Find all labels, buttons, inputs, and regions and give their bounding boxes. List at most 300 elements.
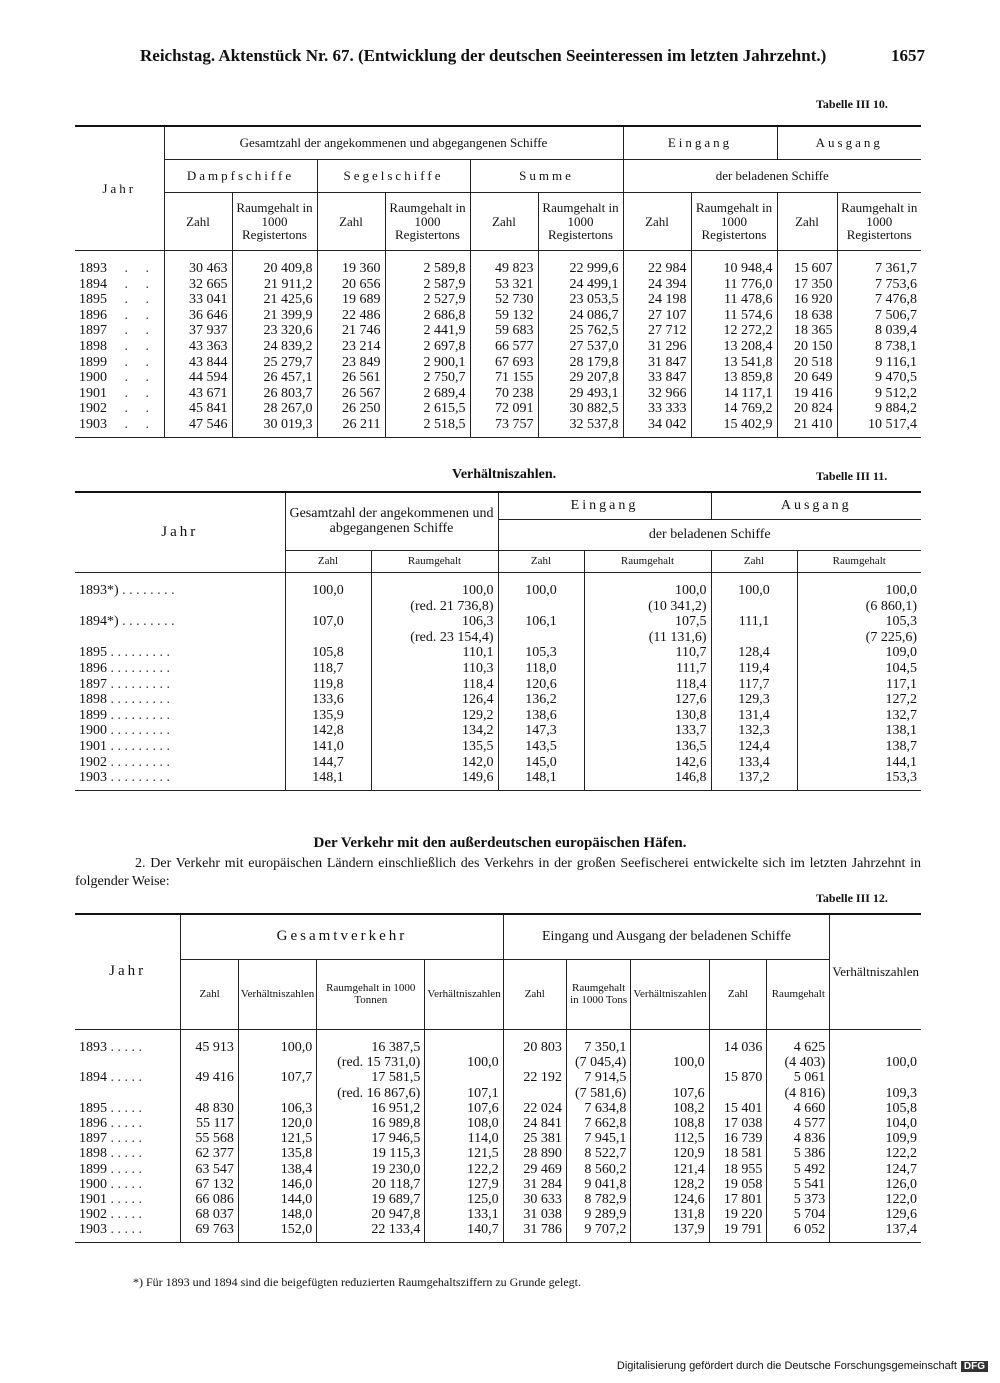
table-cell: 17 038 [709, 1116, 767, 1131]
table-cell: 118,4 [371, 677, 498, 693]
table-cell: 23 849 [317, 355, 385, 371]
table-cell: 55 117 [181, 1116, 239, 1131]
table-cell [470, 433, 538, 438]
table-cell: 107,6 [425, 1101, 503, 1116]
section-title: Der Verkehr mit den außerdeutschen europäischen Häfen. [313, 835, 687, 851]
table-cell: 127,9 [425, 1177, 503, 1192]
table-cell: 16 951,2 [317, 1101, 425, 1116]
table-11 [75, 491, 921, 791]
table-10 [75, 125, 921, 438]
table-cell: 136,5 [584, 739, 711, 755]
year-label: 1902 [79, 754, 107, 770]
year-cell: 1899 . . [75, 355, 164, 371]
table-cell: 16 920 [777, 292, 837, 308]
table-cell: 100,0 [498, 583, 584, 599]
table-cell: 144,7 [285, 755, 371, 771]
running-head [140, 46, 925, 66]
year-label: 1898 [79, 692, 107, 708]
year-cell: 1902 . . . . . [75, 1207, 181, 1222]
table-cell: 7 506,7 [837, 308, 921, 324]
table-cell: 100,0 [830, 1055, 921, 1070]
table-cell: 12 272,2 [691, 323, 777, 339]
table-row [75, 417, 921, 433]
table-cell: 124,6 [631, 1192, 709, 1207]
table-cell: 105,3 [498, 645, 584, 661]
table-cell: 5 061 [767, 1070, 830, 1085]
table-cell: 131,4 [711, 708, 797, 724]
year-label: 1900 [79, 370, 107, 386]
table-cell: 152,0 [238, 1222, 316, 1237]
table-cell: 146,8 [584, 770, 711, 786]
table-cell: 119,8 [285, 677, 371, 693]
table-cell [75, 630, 285, 646]
table-cell: 120,6 [498, 677, 584, 693]
table-cell: 31 284 [503, 1177, 566, 1192]
table-cell: 26 457,1 [232, 370, 317, 386]
year-label: 1898 [79, 1146, 107, 1162]
table-cell: 23 053,5 [538, 292, 623, 308]
table-cell: 8 782,9 [566, 1192, 630, 1207]
zahl-header: Zahl [709, 960, 767, 1030]
table-cell [181, 1055, 239, 1070]
table-cell: 111,7 [584, 661, 711, 677]
table-cell: 100,0 [797, 583, 921, 599]
year-cell: 1897 . . . . . [75, 1131, 181, 1146]
table-row [75, 755, 921, 771]
table-cell: 132,3 [711, 723, 797, 739]
table-cell: 18 955 [709, 1162, 767, 1177]
table-cell: 132,7 [797, 708, 921, 724]
table-cell: 145,0 [498, 755, 584, 771]
table-cell: 29 493,1 [538, 386, 623, 402]
ratio-subheader: Verhältniszahlen [631, 960, 709, 1030]
table-cell: 24 394 [623, 277, 691, 293]
table-cell [181, 1086, 239, 1101]
table-cell [238, 1086, 316, 1101]
table-cell: 110,7 [584, 645, 711, 661]
table-cell: 66 577 [470, 339, 538, 355]
table-cell: 138,4 [238, 1162, 316, 1177]
table-cell: 122,2 [830, 1146, 921, 1161]
dfg-credit [617, 1360, 988, 1372]
raum-header: Raumgehalt in 1000 Registertons [385, 193, 470, 251]
year-label: 1896 [79, 660, 107, 676]
table-cell: 100,0 [371, 583, 498, 599]
table-cell: 19 230,0 [317, 1162, 425, 1177]
table-cell: 22 984 [623, 261, 691, 277]
table-cell: 134,2 [371, 723, 498, 739]
table-cell: 2 900,1 [385, 355, 470, 371]
table-cell: 8 738,1 [837, 339, 921, 355]
year-cell: 1896 . . . . . [75, 1116, 181, 1131]
zahl-header: Zahl [317, 193, 385, 251]
table-cell: 26 567 [317, 386, 385, 402]
table-row [75, 1146, 921, 1161]
table-cell: 62 377 [181, 1146, 239, 1161]
table-cell: 148,0 [238, 1207, 316, 1222]
table-cell [691, 433, 777, 438]
raum-header: Raumgehalt [371, 551, 498, 573]
year-cell: 1893 . . [75, 261, 164, 277]
table-cell: 23 320,6 [232, 323, 317, 339]
table-cell: 149,6 [371, 770, 498, 786]
table-cell [317, 1238, 425, 1243]
table-cell: 17 350 [777, 277, 837, 293]
table-cell: 28 890 [503, 1146, 566, 1161]
table-cell [75, 1086, 181, 1101]
table-cell [371, 786, 498, 791]
table-cell: 26 803,7 [232, 386, 317, 402]
table-cell: 19 689,7 [317, 1192, 425, 1207]
year-label: 1900 [79, 723, 107, 739]
year-label: 1899 [79, 1161, 107, 1177]
table-cell: 111,1 [711, 614, 797, 630]
table-cell: 16 739 [709, 1131, 767, 1146]
table-cell: 107,1 [425, 1086, 503, 1101]
table-cell: 138,7 [797, 739, 921, 755]
year-label: 1897 [79, 323, 107, 339]
table-cell: 52 730 [470, 292, 538, 308]
table-cell [425, 1070, 503, 1085]
table-row [75, 308, 921, 324]
table-cell: 17 946,5 [317, 1131, 425, 1146]
table-cell: 11 478,6 [691, 292, 777, 308]
table-cell: 20 518 [777, 355, 837, 371]
table-cell: 126,4 [371, 692, 498, 708]
total-header: Gesamtzahl der angekommenen und abgegangenen Schiffe [285, 492, 498, 551]
table-cell: 135,8 [238, 1146, 316, 1161]
table-cell: 107,6 [631, 1086, 709, 1101]
year-cell: 1900 . . . . . [75, 1177, 181, 1192]
raum-header: Raumgehalt in 1000 Registertons [538, 193, 623, 251]
table-row [75, 323, 921, 339]
table-cell: 43 363 [164, 339, 232, 355]
table-cell: 130,8 [584, 708, 711, 724]
table-cell: 29 469 [503, 1162, 566, 1177]
table-cell: 19 220 [709, 1207, 767, 1222]
table-cell: 120,9 [631, 1146, 709, 1161]
year-cell: 1901 . . [75, 386, 164, 402]
table-cell: 107,5 [584, 614, 711, 630]
table-cell: 37 937 [164, 323, 232, 339]
in-header: Eingang [623, 126, 777, 160]
table-cell: 15 607 [777, 261, 837, 277]
table-cell: 100,0 [238, 1040, 316, 1055]
table-cell: 19 416 [777, 386, 837, 402]
table-row [75, 1040, 921, 1055]
table-cell: 7 914,5 [566, 1070, 630, 1085]
table-cell: 20 824 [777, 401, 837, 417]
table-cell: 128,4 [711, 645, 797, 661]
table-cell: 71 155 [470, 370, 538, 386]
table-cell [830, 1238, 921, 1243]
table-row [75, 292, 921, 308]
table-cell: 105,8 [285, 645, 371, 661]
table-cell: 138,6 [498, 708, 584, 724]
table-cell: 20 649 [777, 370, 837, 386]
zahl-header: Zahl [503, 960, 566, 1030]
table-cell: 19 058 [709, 1177, 767, 1192]
table-cell: 30 019,3 [232, 417, 317, 433]
year-label: 1901 [79, 385, 107, 401]
year-label: 1894 [79, 276, 107, 292]
ratio-subheader: Verhältniszahlen [425, 960, 503, 1030]
table-cell [75, 786, 285, 791]
table-row [75, 355, 921, 371]
table-cell [538, 433, 623, 438]
year-label: 1895 [79, 645, 107, 661]
table-cell: (red. 16 867,6) [317, 1086, 425, 1101]
table-cell: 144,0 [238, 1192, 316, 1207]
table-cell: 27 537,0 [538, 339, 623, 355]
table-cell: 121,4 [631, 1162, 709, 1177]
table-cell: 9 041,8 [566, 1177, 630, 1192]
table-cell [711, 786, 797, 791]
table-cell: 11 776,0 [691, 277, 777, 293]
table-cell: (7 225,6) [797, 630, 921, 646]
year-label: 1897 [79, 676, 107, 692]
table-cell: 21 425,6 [232, 292, 317, 308]
table-cell: 5 373 [767, 1192, 830, 1207]
table-cell [767, 1238, 830, 1243]
year-label: 1900 [79, 1176, 107, 1192]
table-cell: 30 633 [503, 1192, 566, 1207]
table-cell: 9 470,5 [837, 370, 921, 386]
table-cell: 67 693 [470, 355, 538, 371]
table-cell: 25 279,7 [232, 355, 317, 371]
table-cell [285, 786, 371, 791]
table-cell [181, 1238, 239, 1243]
table-cell: 20 150 [777, 339, 837, 355]
table-cell: 17 581,5 [317, 1070, 425, 1085]
table-cell: (6 860,1) [797, 599, 921, 615]
table-cell: 110,1 [371, 645, 498, 661]
table-cell: 110,3 [371, 661, 498, 677]
table-cell [797, 786, 921, 791]
table-cell: 7 662,8 [566, 1116, 630, 1131]
year-label: 1893 [79, 261, 107, 276]
table-cell: 100,0 [425, 1055, 503, 1070]
table-cell: 49 823 [470, 261, 538, 277]
table-cell: 15 401 [709, 1101, 767, 1116]
table-cell [709, 1086, 767, 1101]
table-cell: 124,7 [830, 1162, 921, 1177]
table-cell: 47 546 [164, 417, 232, 433]
table-cell: 9 884,2 [837, 401, 921, 417]
year-cell: 1897 . . [75, 323, 164, 339]
table-cell: 108,0 [425, 1116, 503, 1131]
table-cell: 7 350,1 [566, 1040, 630, 1055]
table-cell: 100,0 [584, 583, 711, 599]
in-header: Eingang [498, 492, 711, 520]
year-cell: 1900 . . [75, 370, 164, 386]
table-cell: 100,0 [631, 1055, 709, 1070]
table-cell: 7 945,1 [566, 1131, 630, 1146]
table-cell: 105,3 [797, 614, 921, 630]
table-cell: 59 683 [470, 323, 538, 339]
table-cell: 24 198 [623, 292, 691, 308]
raumgehalt-header: Raumgehalt [767, 960, 830, 1030]
table-cell: 14 036 [709, 1040, 767, 1055]
table-cell: 106,3 [371, 614, 498, 630]
table-row [75, 1070, 921, 1085]
table-cell: 142,0 [371, 755, 498, 771]
table-cell: 68 037 [181, 1207, 239, 1222]
table-cell: 7 476,8 [837, 292, 921, 308]
table-cell: 33 041 [164, 292, 232, 308]
table-cell: 21 410 [777, 417, 837, 433]
table-cell [425, 1238, 503, 1243]
table-cell: 29 207,8 [538, 370, 623, 386]
table-cell: 9 116,1 [837, 355, 921, 371]
table-cell: 73 757 [470, 417, 538, 433]
year-label: 1898 [79, 338, 107, 354]
table-cell: 24 086,7 [538, 308, 623, 324]
table-cell: 114,0 [425, 1131, 503, 1146]
table-cell: 122,0 [830, 1192, 921, 1207]
table-cell: 108,8 [631, 1116, 709, 1131]
table-cell: 141,0 [285, 739, 371, 755]
zahl-header: Zahl [711, 551, 797, 573]
table-cell: 48 830 [181, 1101, 239, 1116]
out-header: Ausgang [711, 492, 921, 520]
table-cell: 5 541 [767, 1177, 830, 1192]
table-cell: 16 387,5 [317, 1040, 425, 1055]
year-cell: 1898 . . . . . [75, 1146, 181, 1161]
table-cell: 137,4 [830, 1222, 921, 1237]
dfg-logo: DFG [961, 1361, 988, 1372]
total-header: Gesamtzahl der angekommenen und abgegangenen Schiffe [164, 126, 623, 160]
table-cell: 133,1 [425, 1207, 503, 1222]
table-cell: (10 341,2) [584, 599, 711, 615]
table-row [75, 1101, 921, 1116]
table-row [75, 708, 921, 724]
year-cell: 1898 . . [75, 339, 164, 355]
dfg-note: Digitalisierung gefördert durch die Deutsche Forschungsgemeinschaft [616, 1360, 957, 1372]
table-cell [830, 1040, 921, 1055]
table-cell: 5 704 [767, 1207, 830, 1222]
table-cell: 30 882,5 [538, 401, 623, 417]
table-11-label: Tabelle III 11. [816, 469, 888, 483]
table-10-label: Tabelle III 10. [816, 97, 888, 111]
table-row [75, 1131, 921, 1146]
table-cell: 7 634,8 [566, 1101, 630, 1116]
year-cell: 1894 . . . . . [75, 1070, 181, 1085]
table-cell [75, 1238, 181, 1243]
table-cell [711, 630, 797, 646]
table-row [75, 1192, 921, 1207]
table-cell: 148,1 [285, 770, 371, 786]
table-cell: 31 296 [623, 339, 691, 355]
table-cell: 2 750,7 [385, 370, 470, 386]
table-cell: 100,0 [711, 583, 797, 599]
table-cell: 119,4 [711, 661, 797, 677]
table-cell: 108,2 [631, 1101, 709, 1116]
table-cell: 17 801 [709, 1192, 767, 1207]
table-cell: 144,1 [797, 755, 921, 771]
year-label: 1894 [79, 1070, 107, 1086]
table-row [75, 1162, 921, 1177]
table-cell: 19 791 [709, 1222, 767, 1237]
table-12-label: Tabelle III 12. [816, 891, 888, 905]
table-subrow [75, 1086, 921, 1101]
table-cell: 25 762,5 [538, 323, 623, 339]
table-cell: 106,3 [238, 1101, 316, 1116]
zahl-header: Zahl [470, 193, 538, 251]
raum-header: Raumgehalt in 1000 Registertons [232, 193, 317, 251]
table-row [75, 261, 921, 277]
table-cell [232, 433, 317, 438]
table-row [75, 677, 921, 693]
year-label: 1903 [79, 1222, 107, 1238]
table-cell: 18 365 [777, 323, 837, 339]
year-label: 1902 [79, 1207, 107, 1223]
table-cell: 23 214 [317, 339, 385, 355]
year-cell: 1902 . . [75, 401, 164, 417]
table-cell: 14 769,2 [691, 401, 777, 417]
table-cell: 22 024 [503, 1101, 566, 1116]
zahl-header: Zahl [498, 551, 584, 573]
raum-tonnen-header: Raumgehalt in 1000 Tonnen [317, 960, 425, 1030]
year-cell: 1900 . . . . . . . . . [75, 723, 285, 739]
table-cell [285, 599, 371, 615]
table-cell: 9 707,2 [566, 1222, 630, 1237]
table-cell: 133,4 [711, 755, 797, 771]
table-cell [631, 1070, 709, 1085]
table-cell: 140,7 [425, 1222, 503, 1237]
ratio-header: Verhältniszahlen [830, 914, 921, 1030]
table-cell: 21 399,9 [232, 308, 317, 324]
year-cell: 1902 . . . . . . . . . [75, 755, 285, 771]
table-cell [503, 1055, 566, 1070]
table-cell [285, 630, 371, 646]
zahl-header: Zahl [777, 193, 837, 251]
table-cell: 27 712 [623, 323, 691, 339]
year-cell: 1894*) . . . . . . . . [75, 614, 285, 630]
table-cell: 31 847 [623, 355, 691, 371]
table-cell: 2 518,5 [385, 417, 470, 433]
table-row [75, 277, 921, 293]
table-cell: (4 816) [767, 1086, 830, 1101]
table-cell: 45 841 [164, 401, 232, 417]
year-cell: 1897 . . . . . . . . . [75, 677, 285, 693]
year-cell: 1895 . . [75, 292, 164, 308]
table-cell: 10 948,4 [691, 261, 777, 277]
table-cell: 55 568 [181, 1131, 239, 1146]
table-11-heading: Verhältniszahlen. [452, 467, 557, 482]
table-cell: 2 686,8 [385, 308, 470, 324]
table-cell: 32 537,8 [538, 417, 623, 433]
col-year-header: Jahr [75, 492, 285, 573]
table-cell: 106,1 [498, 614, 584, 630]
table-cell: 2 689,4 [385, 386, 470, 402]
table-cell: 100,0 [285, 583, 371, 599]
year-cell: 1894 . . [75, 277, 164, 293]
table-cell: 125,0 [425, 1192, 503, 1207]
year-label: 1893 [79, 1040, 107, 1055]
table-cell [837, 433, 921, 438]
table-cell: 44 594 [164, 370, 232, 386]
table-cell: 2 697,8 [385, 339, 470, 355]
table-cell: 112,5 [631, 1131, 709, 1146]
table-cell [75, 599, 285, 615]
table-cell: 34 042 [623, 417, 691, 433]
table-cell: 109,0 [797, 645, 921, 661]
table-cell [709, 1238, 767, 1243]
table-cell: 117,7 [711, 677, 797, 693]
table-cell: 107,0 [285, 614, 371, 630]
table-cell [75, 1055, 181, 1070]
